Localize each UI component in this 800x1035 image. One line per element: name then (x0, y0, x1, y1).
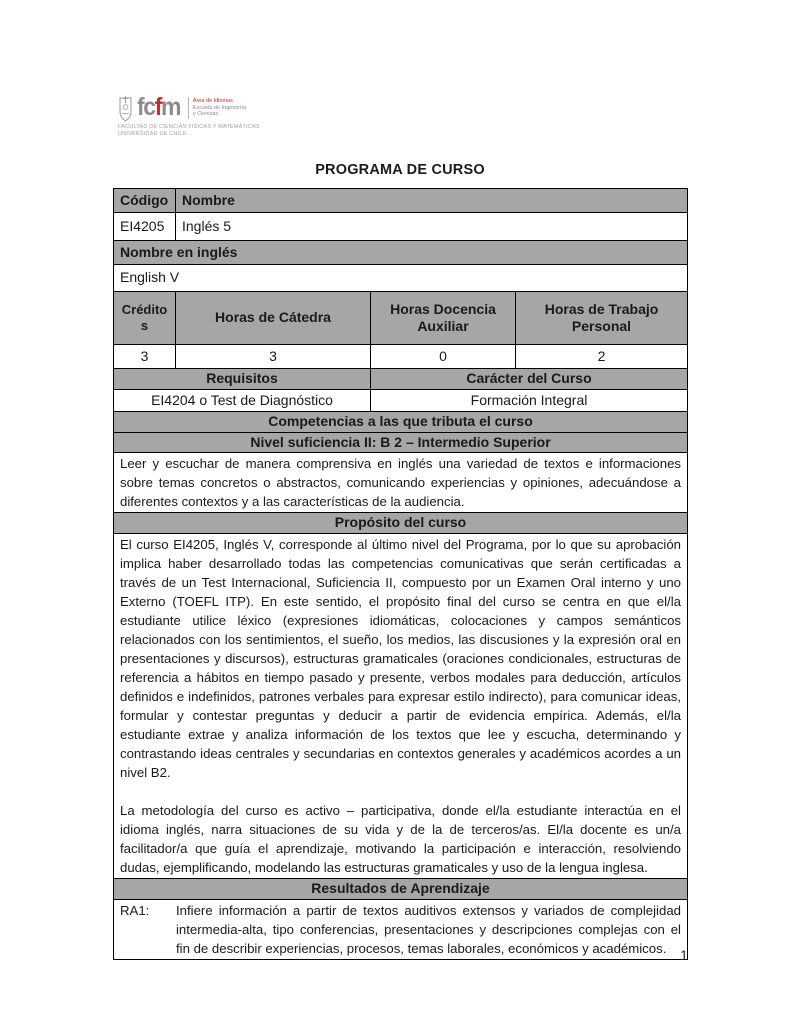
requisitos-header-cell: Requisitos (114, 369, 371, 390)
competencias-header-cell: Competencias a las que tributa el curso (114, 412, 688, 433)
requisitos-value-cell: EI4204 o Test de Diagnóstico (114, 390, 371, 412)
creditos-header-cell: Créditos (114, 292, 176, 345)
page-number: 1 (680, 948, 688, 963)
horas-catedra-value-cell: 3 (176, 345, 371, 369)
row-nivel-header (114, 432, 688, 453)
fcfm-logo (118, 95, 268, 137)
row-proposito-header (114, 513, 688, 534)
row-resultados-header (114, 878, 688, 899)
row-codigo-value (114, 213, 688, 241)
row-competencias-text (114, 453, 688, 513)
row-codigo-header (114, 189, 688, 213)
nombre-value-cell: Inglés 5 (176, 213, 688, 241)
row-hours-values (114, 345, 688, 369)
row-proposito-text (114, 533, 688, 878)
row-requisitos-value (114, 390, 688, 412)
nombre-ingles-value-cell: English V (114, 265, 688, 292)
proposito-text-cell (114, 533, 688, 878)
horas-trabajo-value-cell: 2 (516, 345, 688, 369)
course-program-table (113, 188, 688, 960)
row-requisitos-header (114, 369, 688, 390)
proposito-paragraph-2: La metodología del curso es activo – participativa, donde el/la estudiante interactúa en el idioma inglés, narra situaciones de su vida y de la de terceros/as. El/la docente es un/a facilitador/a que guía el aprendizaje, motivando la participación e interacción, resolviendo dudas, ejemplificando, modelando las estructuras gramaticales y uso de la lengua inglesa. (120, 802, 681, 875)
ra1-label: RA1: (120, 902, 150, 918)
resultados-header-cell: Resultados de Aprendizaje (114, 878, 688, 899)
horas-trabajo-header-cell: Horas de Trabajo Personal (516, 292, 688, 345)
horas-catedra-header-cell: Horas de Cátedra (176, 292, 371, 345)
proposito-paragraph-1: El curso EI4205, Inglés V, corresponde al último nivel del Programa, por lo que su aprobación implica haber desarrollado todas las competencias comunicativas que serán certificadas a través de un Test Internacional, Suficiencia II, compuesto por un Examen Oral interno y uno Externo (TOEFL ITP). En este sentido, el propósito final del curso se centra en que el/la estudiante utilice léxico (expresiones idiomáticas, colocaciones y campos semánticos relacionados con los sentimientos, el sueño, los medios, las discusiones y la expresión oral en presentaciones y discursos), estructuras gramaticales (oraciones condicionales, estructuras de referencia a hábitos en tiempo pasado y presente, verbos modales para deducción, artículos definidos e indefinidos, patrones verbales para expresar estilo indirecto), para comunicar ideas, formular y contestar preguntas y deducir a partir de evidencia empírica. Además, el/la estudiante extrae y analiza información de los textos que lee y escucha, determinando y contrastando ideas centrales y secundarias en contextos generales y académicos acordes a un nivel B2. (120, 536, 681, 780)
logo-divider (188, 97, 189, 119)
nivel-header-cell: Nivel suficiencia II: B 2 – Intermedio Superior (114, 432, 688, 453)
row-hours-header (114, 292, 688, 345)
page-title: PROGRAMA DE CURSO (315, 162, 485, 178)
university-shield-icon (118, 95, 133, 122)
row-nombre-ingles-value (114, 265, 688, 292)
horas-docencia-header-cell: Horas Docencia Auxiliar (371, 292, 516, 345)
fcfm-wordmark: fcfm (137, 93, 181, 121)
caracter-value-cell: Formación Integral (371, 390, 688, 412)
caracter-header-cell: Carácter del Curso (371, 369, 688, 390)
logo-tagline: Área de Idiomas Escuela de Ingeniería y Ciencias (192, 98, 247, 117)
ra1-text: Infiere información a partir de textos auditivos extensos y variados de complejidad intermedia-alta, tipo conferencias, presentaciones y descripciones complejas con el fin de describir experiencias, procesos, temas laborales, económicos y académicos. (176, 902, 681, 956)
ra1-cell (114, 899, 688, 959)
nombre-header-cell: Nombre (176, 189, 688, 213)
competencias-text-cell: Leer y escuchar de manera comprensiva en inglés una variedad de textos e informaciones sobre temas concretos o abstractos, comunicando experiencias y opiniones, adecuándose a diferentes contextos y a las características de la audiencia. (114, 453, 688, 513)
horas-docencia-value-cell: 0 (371, 345, 516, 369)
row-nombre-ingles-header (114, 241, 688, 265)
nombre-ingles-header-cell: Nombre en inglés (114, 241, 688, 265)
codigo-header-cell: Código (114, 189, 176, 213)
proposito-header-cell: Propósito del curso (114, 513, 688, 534)
codigo-value-cell: EI4205 (114, 213, 176, 241)
creditos-value-cell: 3 (114, 345, 176, 369)
row-ra1 (114, 899, 688, 959)
faculty-name: FACULTAD DE CIENCIAS FÍSICAS Y MATEMÁTICAS UNIVERSIDAD DE CHILE (118, 124, 260, 137)
row-competencias-header (114, 412, 688, 433)
